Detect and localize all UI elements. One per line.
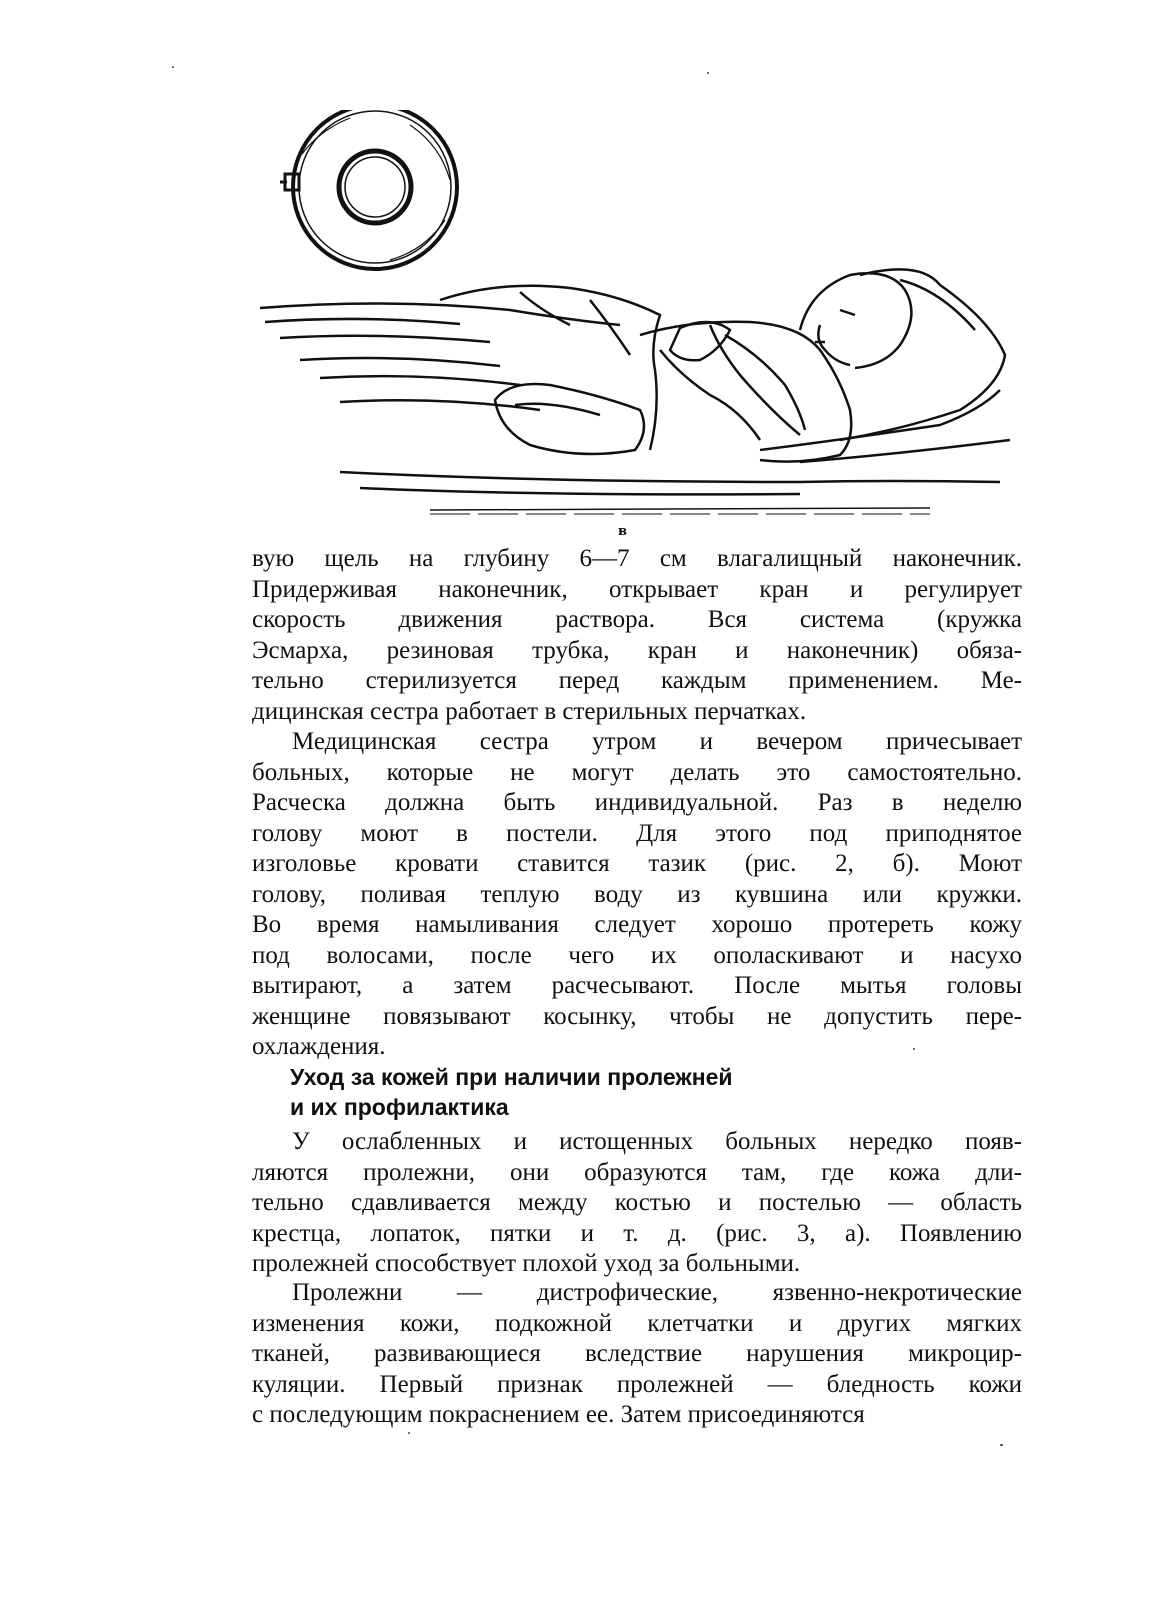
text-line: тельно стерилизуется перед каждым применением. Ме- (252, 667, 1022, 694)
text-line: Медицинская сестра утром и вечером причесывает (292, 728, 1022, 755)
text-line: вытирают, а затем расчесывают. После мытья головы (252, 972, 1022, 999)
paragraph-1 (252, 544, 1022, 727)
heading-line: и их профилактика (290, 1094, 509, 1120)
text-line: пролежней способствует плохой уход за больными. (252, 1250, 801, 1277)
text-line: Во время намыливания следует хорошо протереть кожу (252, 911, 1022, 938)
text-line: вую щель на глубину 6—7 см влагалищный наконечник. (252, 545, 1022, 572)
scan-speck (172, 66, 174, 68)
text-line: Пролежни — дистрофические, язвенно-некротические (292, 1279, 1022, 1306)
text-line: Расческа должна быть индивидуальной. Раз в неделю (252, 789, 1022, 816)
text-line: куляции. Первый признак пролежней — бледность кожи (252, 1370, 1022, 1398)
heading-line: Уход за кожей при наличии пролежней (290, 1064, 733, 1090)
text-line: тельно сдавливается между костью и постелью — область (252, 1189, 1022, 1216)
scan-speck (707, 72, 709, 74)
paragraph-3 (252, 1127, 1022, 1280)
text-line: женщине повязывают косынку, чтобы не допустить пере- (252, 1002, 1022, 1030)
text-line: с последующим покраснением ее. Затем присоединяются (252, 1401, 865, 1428)
patient-on-ring-illustration (260, 269, 1010, 510)
figure-illustration (240, 110, 1020, 530)
section-heading (290, 1062, 733, 1122)
text-line: крестца, лопаток, пятки и т. д. (рис. 3, а). Появлению (252, 1219, 1022, 1247)
text-line: под волосами, после чего их ополаскивают и насухо (252, 941, 1022, 969)
rubber-ring-icon (280, 110, 457, 269)
text-line: изменения кожи, подкожной клетчатки и других мягких (252, 1309, 1022, 1337)
scan-speck (913, 1048, 915, 1050)
scan-speck (408, 1432, 410, 1434)
text-line: У ослабленных и истощенных больных нередко появ- (292, 1128, 1022, 1155)
text-line: дицинская сестра работает в стерильных перчатках. (252, 697, 807, 725)
text-line: больных, которые не могут делать это самостоятельно. (252, 758, 1022, 786)
text-line: Эсмарха, резиновая трубка, кран и наконечник) обяза- (252, 636, 1022, 664)
text-line: ляются пролежни, они образуются там, где кожа дли- (252, 1158, 1022, 1186)
paragraph-2 (252, 727, 1022, 1063)
scan-speck (1000, 1444, 1003, 1446)
text-line: Придерживая наконечник, открывает кран и регулирует (252, 575, 1022, 603)
text-line: охлаждения. (252, 1033, 386, 1060)
text-line: тканей, развивающиеся вследствие нарушения микроцир- (252, 1340, 1022, 1367)
text-line: изголовье кровати ставится тазик (рис. 2, б). Моют (252, 850, 1022, 877)
text-line: голову, поливая теплую воду из кувшина или кружки. (252, 880, 1022, 908)
text-line: голову моют в постели. Для этого под приподнятое (252, 819, 1022, 847)
figure-label: в (618, 524, 628, 539)
text-line: скорость движения раствора. Вся система (кружка (252, 606, 1022, 633)
paragraph-4 (252, 1278, 1022, 1431)
